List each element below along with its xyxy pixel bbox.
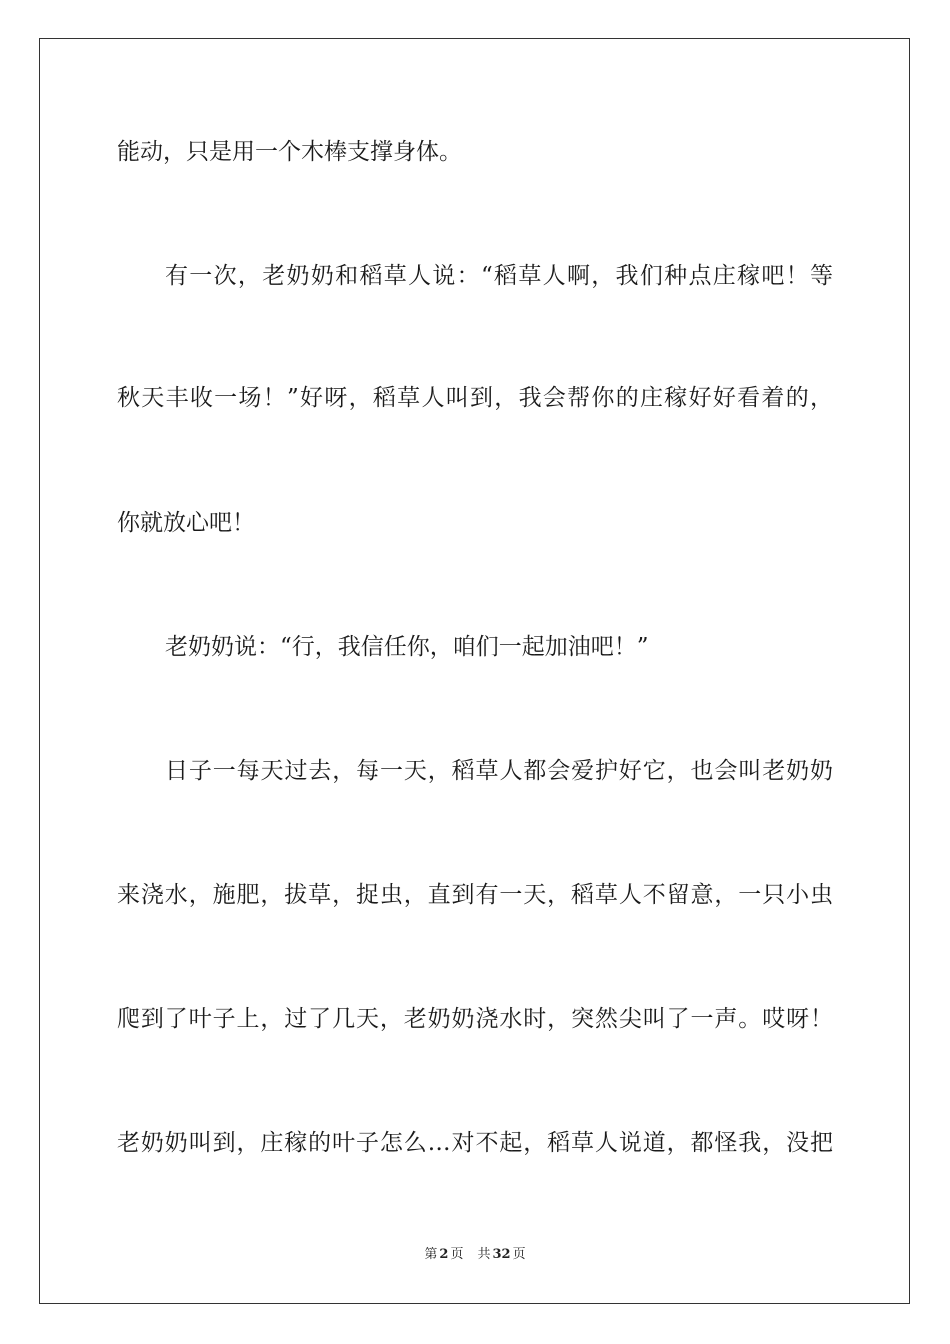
page-suffix: 页 [450, 1247, 464, 1262]
page-border [39, 38, 910, 1304]
page-prefix: 第 [424, 1247, 438, 1262]
paragraph-line-4: 你就放心吧！ [117, 510, 255, 536]
current-page-number: 2 [439, 1247, 449, 1262]
paragraph-line-7: 来浇水，施肥，拔草，捉虫，直到有一天，稻草人不留意，一只小虫 [117, 882, 833, 908]
paragraph-line-6: 日子一每天过去，每一天，稻草人都会爱护好它，也会叫老奶奶 [165, 758, 833, 784]
paragraph-line-1: 能动，只是用一个木棒支撑身体。 [117, 139, 462, 165]
paragraph-line-9: 老奶奶叫到，庄稼的叶子怎么…对不起，稻草人说道，都怪我，没把 [117, 1130, 833, 1156]
page-footer [0, 1246, 950, 1264]
paragraph-line-2: 有一次，老奶奶和稻草人说：“稻草人啊，我们种点庄稼吧！等 [165, 263, 833, 289]
paragraph-line-3: 秋天丰收一场！”好呀，稻草人叫到，我会帮你的庄稼好好看着的， [117, 385, 833, 411]
total-pages-number: 32 [492, 1247, 511, 1262]
paragraph-line-8: 爬到了叶子上，过了几天，老奶奶浇水时，突然尖叫了一声。哎呀！ [117, 1006, 833, 1032]
total-prefix: 共 [477, 1247, 491, 1262]
total-suffix: 页 [512, 1247, 526, 1262]
paragraph-line-5: 老奶奶说：“行，我信任你，咱们一起加油吧！” [165, 634, 649, 660]
